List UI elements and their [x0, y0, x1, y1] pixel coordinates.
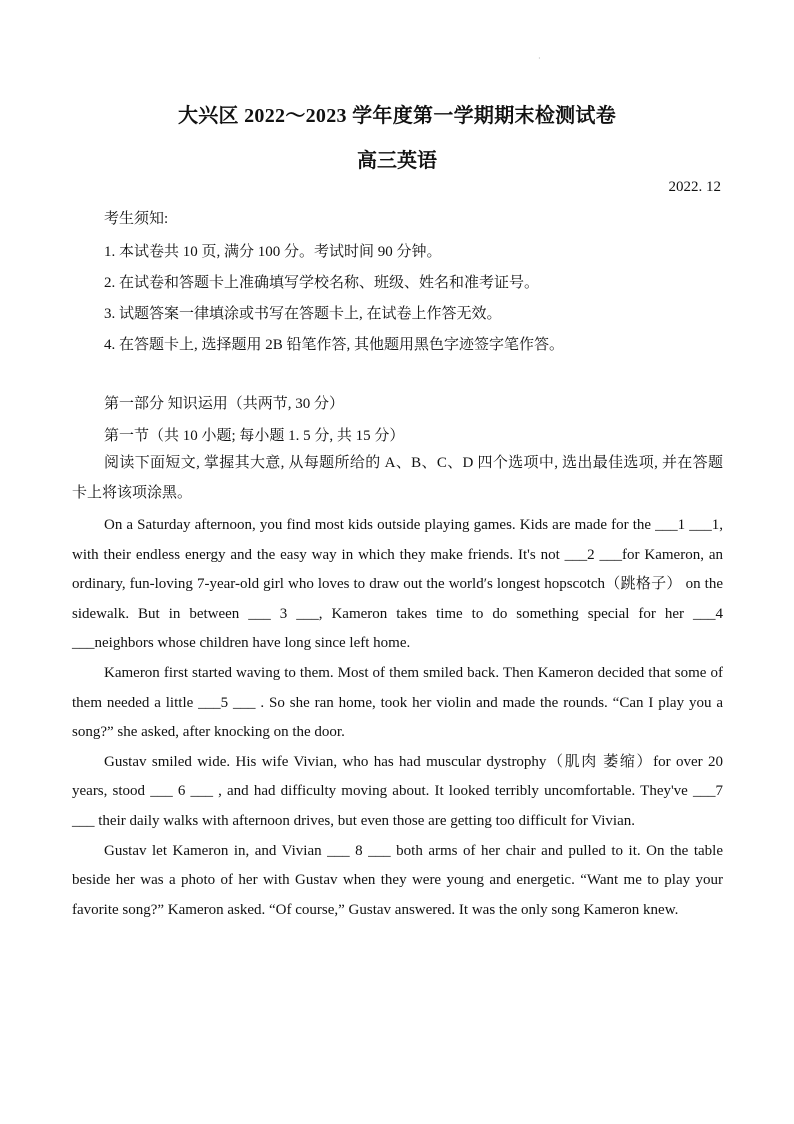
section-subsection-heading: 第一节（共 10 小题; 每小题 1. 5 分, 共 15 分） — [104, 428, 405, 444]
exam-title: 大兴区 2022～2023 学年度第一学期期末检测试卷 — [177, 105, 617, 127]
exam-subtitle: 高三英语 — [357, 150, 437, 172]
notes-item: 3. 试题答案一律填涂或书写在答题卡上, 在试卷上作答无效。 — [104, 306, 502, 322]
notes-heading: 考生须知: — [104, 211, 169, 227]
passage-paragraph: Gustav let Kameron in, and Vivian ___ 8 ___ both arms of her chair and pulled to it. On the table beside her was a photo of her with Gustav when they were young and energetic. “Want me to play your favorite song?” Kameron asked. “Of course,” Gustav answered. It was the only song Kameron knew. — [72, 842, 723, 918]
instruction-paragraph — [72, 449, 723, 508]
passage-paragraph: Gustav smiled wide. His wife Vivian, who has had muscular dystrophy（肌肉 萎缩）for over 20 years, stood ___ 6 ___ , and had difficulty moving about. It looked terribly uncomfortable. They've ___7 ___ their daily walks with afternoon drives, but even those are getting too difficult for Vivian. — [72, 753, 723, 829]
notes-item: 1. 本试卷共 10 页, 满分 100 分。考试时间 90 分钟。 — [104, 244, 442, 260]
section-part-heading: 第一部分 知识运用（共两节, 30 分） — [104, 396, 345, 412]
passage — [72, 511, 723, 925]
notes-item: 2. 在试卷和答题卡上准确填写学校名称、班级、姓名和准考证号。 — [104, 275, 540, 291]
instruction-text: 阅读下面短文, 掌握其大意, 从每题所给的 A、B、C、D 四个选项中, 选出最佳选项, 并在答题卡上将该项涂黑。 — [72, 455, 723, 501]
passage-paragraph: Kameron first started waving to them. Most of them smiled back. Then Kameron decided that some of them needed a little ___5 ___ . So she ran home, took her violin and made the rounds. “Can I play you a song?” she asked, after knocking on the door. — [72, 664, 723, 741]
exam-date: 2022. 12 — [668, 179, 721, 195]
notes-item: 4. 在答题卡上, 选择题用 2B 铅笔作答, 其他题用黑色字迹签字笔作答。 — [104, 337, 565, 353]
passage-paragraph: On a Saturday afternoon, you find most kids outside playing games. Kids are made for the ___1 ___1, with their endless energy and the easy way in which they make friends. It's not ___2 ___for Kameron, an ordinary, fun-loving 7-year-old girl who loves to draw out the world′s longest hopscotch（跳格子） on the sidewalk. But in between ___ 3 ___, Kameron takes time to do something special for her ___4 ___neighbors whose children have long since left home. — [72, 517, 723, 652]
page-mark: · — [538, 54, 541, 63]
